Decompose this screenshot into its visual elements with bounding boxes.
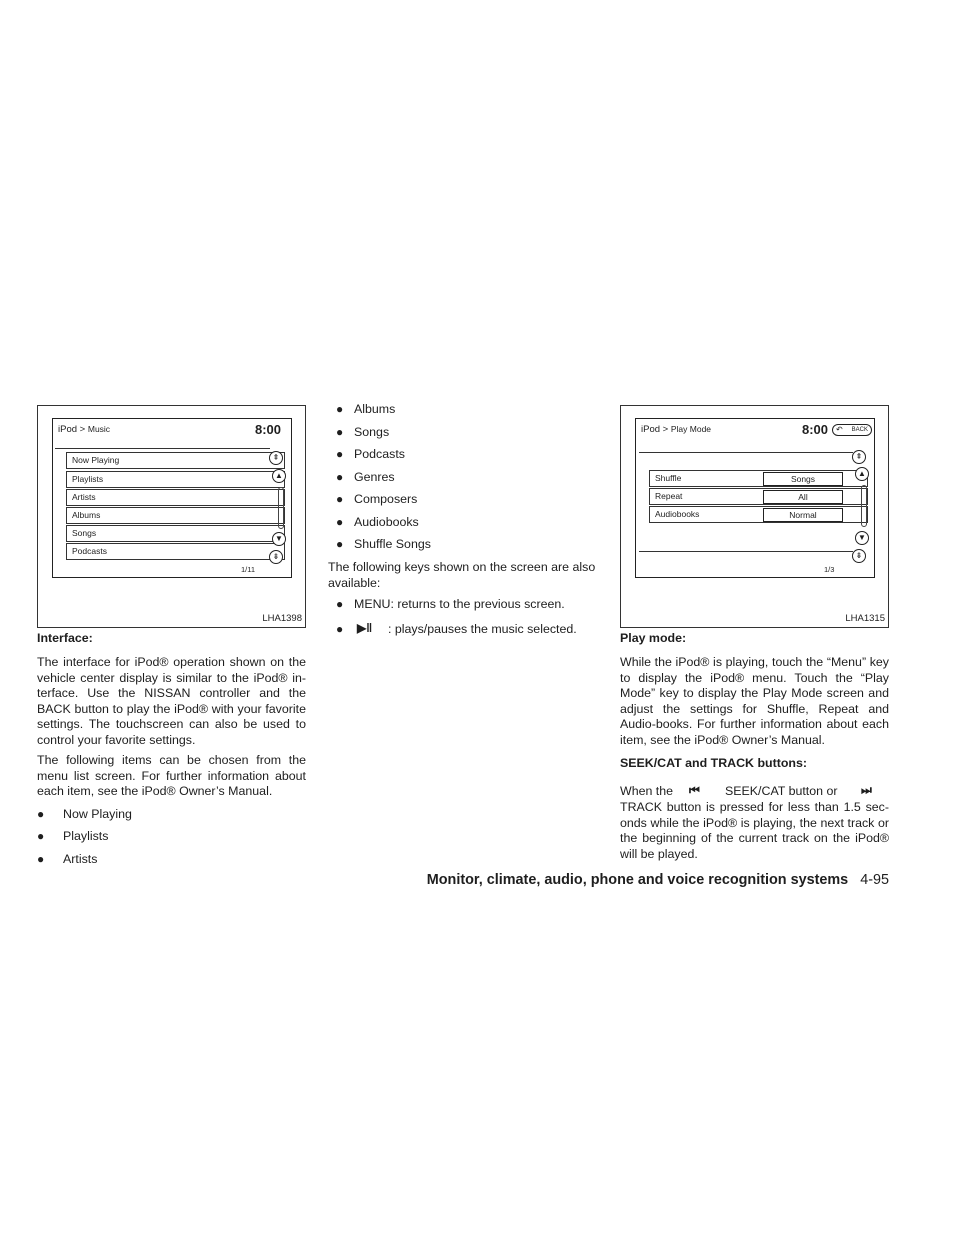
list-item-podcasts[interactable]: Podcasts xyxy=(66,543,285,560)
setting-row-audiobooks[interactable]: Audiobooks xyxy=(649,506,868,523)
list-item-play-key: ● ▶‖ : plays/pauses the music selected. xyxy=(336,621,577,636)
figure-ipod-play-mode xyxy=(620,405,889,628)
bullet-icon: ● xyxy=(336,425,344,439)
footer-title: Monitor, climate, audio, phone and voice recognition systems xyxy=(426,872,849,888)
page-indicator: 1/11 xyxy=(241,565,256,574)
figure-label: LHA1398 xyxy=(262,613,302,624)
list-item: ● Playlists xyxy=(37,829,109,843)
list-item-albums[interactable]: Albums xyxy=(66,507,285,524)
list-item-songs[interactable]: Songs xyxy=(66,525,285,542)
paragraph-play-mode: While the iPod® is playing, touch the “Menu” key to display the iPod® menu. Touch the “Play Mode” key to display the Play Mode screen and adjust the settings for Shuffle, Repeat and Audio-books. For further information about each item, see the iPod® Owner’s Manual. xyxy=(620,655,889,747)
list-item-artists[interactable]: Artists xyxy=(66,489,285,506)
paragraph-interface: The interface for iPod® operation shown on the vehicle center display is similar to the iPod® in-terface. Use the NISSAN controller and the BACK button to play the iPod® with your favorite settings. The touchscreen can also be used to control your favorite settings. xyxy=(37,655,306,747)
bullet-icon: ● xyxy=(336,622,344,636)
bullet-icon: ● xyxy=(336,447,344,461)
scroll-up-icon[interactable]: ▲ xyxy=(272,469,286,483)
page-footer xyxy=(427,872,889,888)
page-down-icon[interactable]: ⇟ xyxy=(269,550,283,564)
bullet-icon: ● xyxy=(336,537,344,551)
list-item: ● Audiobooks xyxy=(336,515,419,529)
track-forward-icon: ⏭ xyxy=(861,783,872,797)
paragraph-seek-track: TRACK button is pressed for less than 1.5 sec-onds while the iPod® is playing, the next track or the beginning of the current track on the iPod® will be played. xyxy=(620,800,889,861)
list-item: ● Genres xyxy=(336,470,395,484)
paragraph-menu-items: The following items can be chosen from the menu list screen. For further information about each item, see the iPod® Owner’s Manual. xyxy=(37,753,306,799)
heading-interface: Interface: xyxy=(37,631,93,645)
list-item-playlists[interactable]: Playlists xyxy=(66,471,285,488)
paragraph-seek-track-line1: When the ⏮ SEEK/CAT button or ⏭ xyxy=(620,783,872,798)
screen-title: iPod > Play Mode xyxy=(641,424,712,435)
scroll-up-icon[interactable]: ▲ xyxy=(855,467,869,481)
page-number: 4-95 xyxy=(860,872,889,888)
bullet-icon: ● xyxy=(336,470,344,484)
screen-ipod-music xyxy=(52,418,292,578)
heading-play-mode: Play mode: xyxy=(620,631,687,645)
list-item: ● Albums xyxy=(336,402,396,416)
bullet-icon: ● xyxy=(37,807,45,821)
figure-ipod-music xyxy=(37,405,306,628)
heading-seek-track: SEEK/CAT and TRACK buttons: xyxy=(620,756,807,770)
clock: 8:00 xyxy=(255,422,282,437)
list-item: ● Shuffle Songs xyxy=(336,537,431,551)
settings-frame-bottom xyxy=(639,529,853,552)
scroll-down-icon[interactable]: ▼ xyxy=(272,532,286,546)
list-item: ● Now Playing xyxy=(37,807,132,821)
back-button[interactable]: ↶ BACK xyxy=(832,424,872,436)
bullet-icon: ● xyxy=(336,492,344,506)
paragraph-keys: The following keys shown on the screen are also available: xyxy=(328,560,596,590)
list-item: ● Podcasts xyxy=(336,447,405,461)
setting-row-repeat[interactable]: Repeat xyxy=(649,488,868,505)
page-down-icon[interactable]: ⇟ xyxy=(852,549,866,563)
screen-ipod-play-mode xyxy=(635,418,875,578)
setting-row-shuffle[interactable]: Shuffle xyxy=(649,470,868,487)
list-item: ● Composers xyxy=(336,492,418,506)
scrollbar[interactable] xyxy=(278,487,284,529)
page-up-icon[interactable]: ⇞ xyxy=(269,451,283,465)
figure-label: LHA1315 xyxy=(845,613,885,624)
clock: 8:00 xyxy=(802,422,829,437)
seek-back-icon: ⏮ xyxy=(689,783,700,797)
list-item: ● Artists xyxy=(37,852,98,866)
bullet-icon: ● xyxy=(336,402,344,416)
play-pause-icon: ▶‖ xyxy=(357,621,373,635)
bullet-icon: ● xyxy=(37,829,45,843)
bullet-icon: ● xyxy=(37,852,45,866)
bullet-icon: ● xyxy=(336,515,344,529)
scrollbar[interactable] xyxy=(861,485,867,527)
setting-value-audiobooks[interactable]: Normal xyxy=(763,508,843,522)
scroll-down-icon[interactable]: ▼ xyxy=(855,531,869,545)
setting-value-shuffle[interactable]: Songs xyxy=(763,472,843,486)
bullet-icon: ● xyxy=(336,597,344,611)
setting-value-repeat[interactable]: All xyxy=(763,490,843,504)
screen-title: iPod > Music xyxy=(58,424,111,435)
list-item-menu-key: ● MENU: returns to the previous screen. xyxy=(336,597,565,611)
settings-frame xyxy=(639,452,853,456)
page-up-icon[interactable]: ⇞ xyxy=(852,450,866,464)
list-item-now-playing[interactable]: Now Playing xyxy=(66,452,285,469)
page-indicator: 1/3 xyxy=(824,565,835,574)
back-arrow-icon: ↶ xyxy=(836,425,843,434)
list-item: ● Songs xyxy=(336,425,390,439)
